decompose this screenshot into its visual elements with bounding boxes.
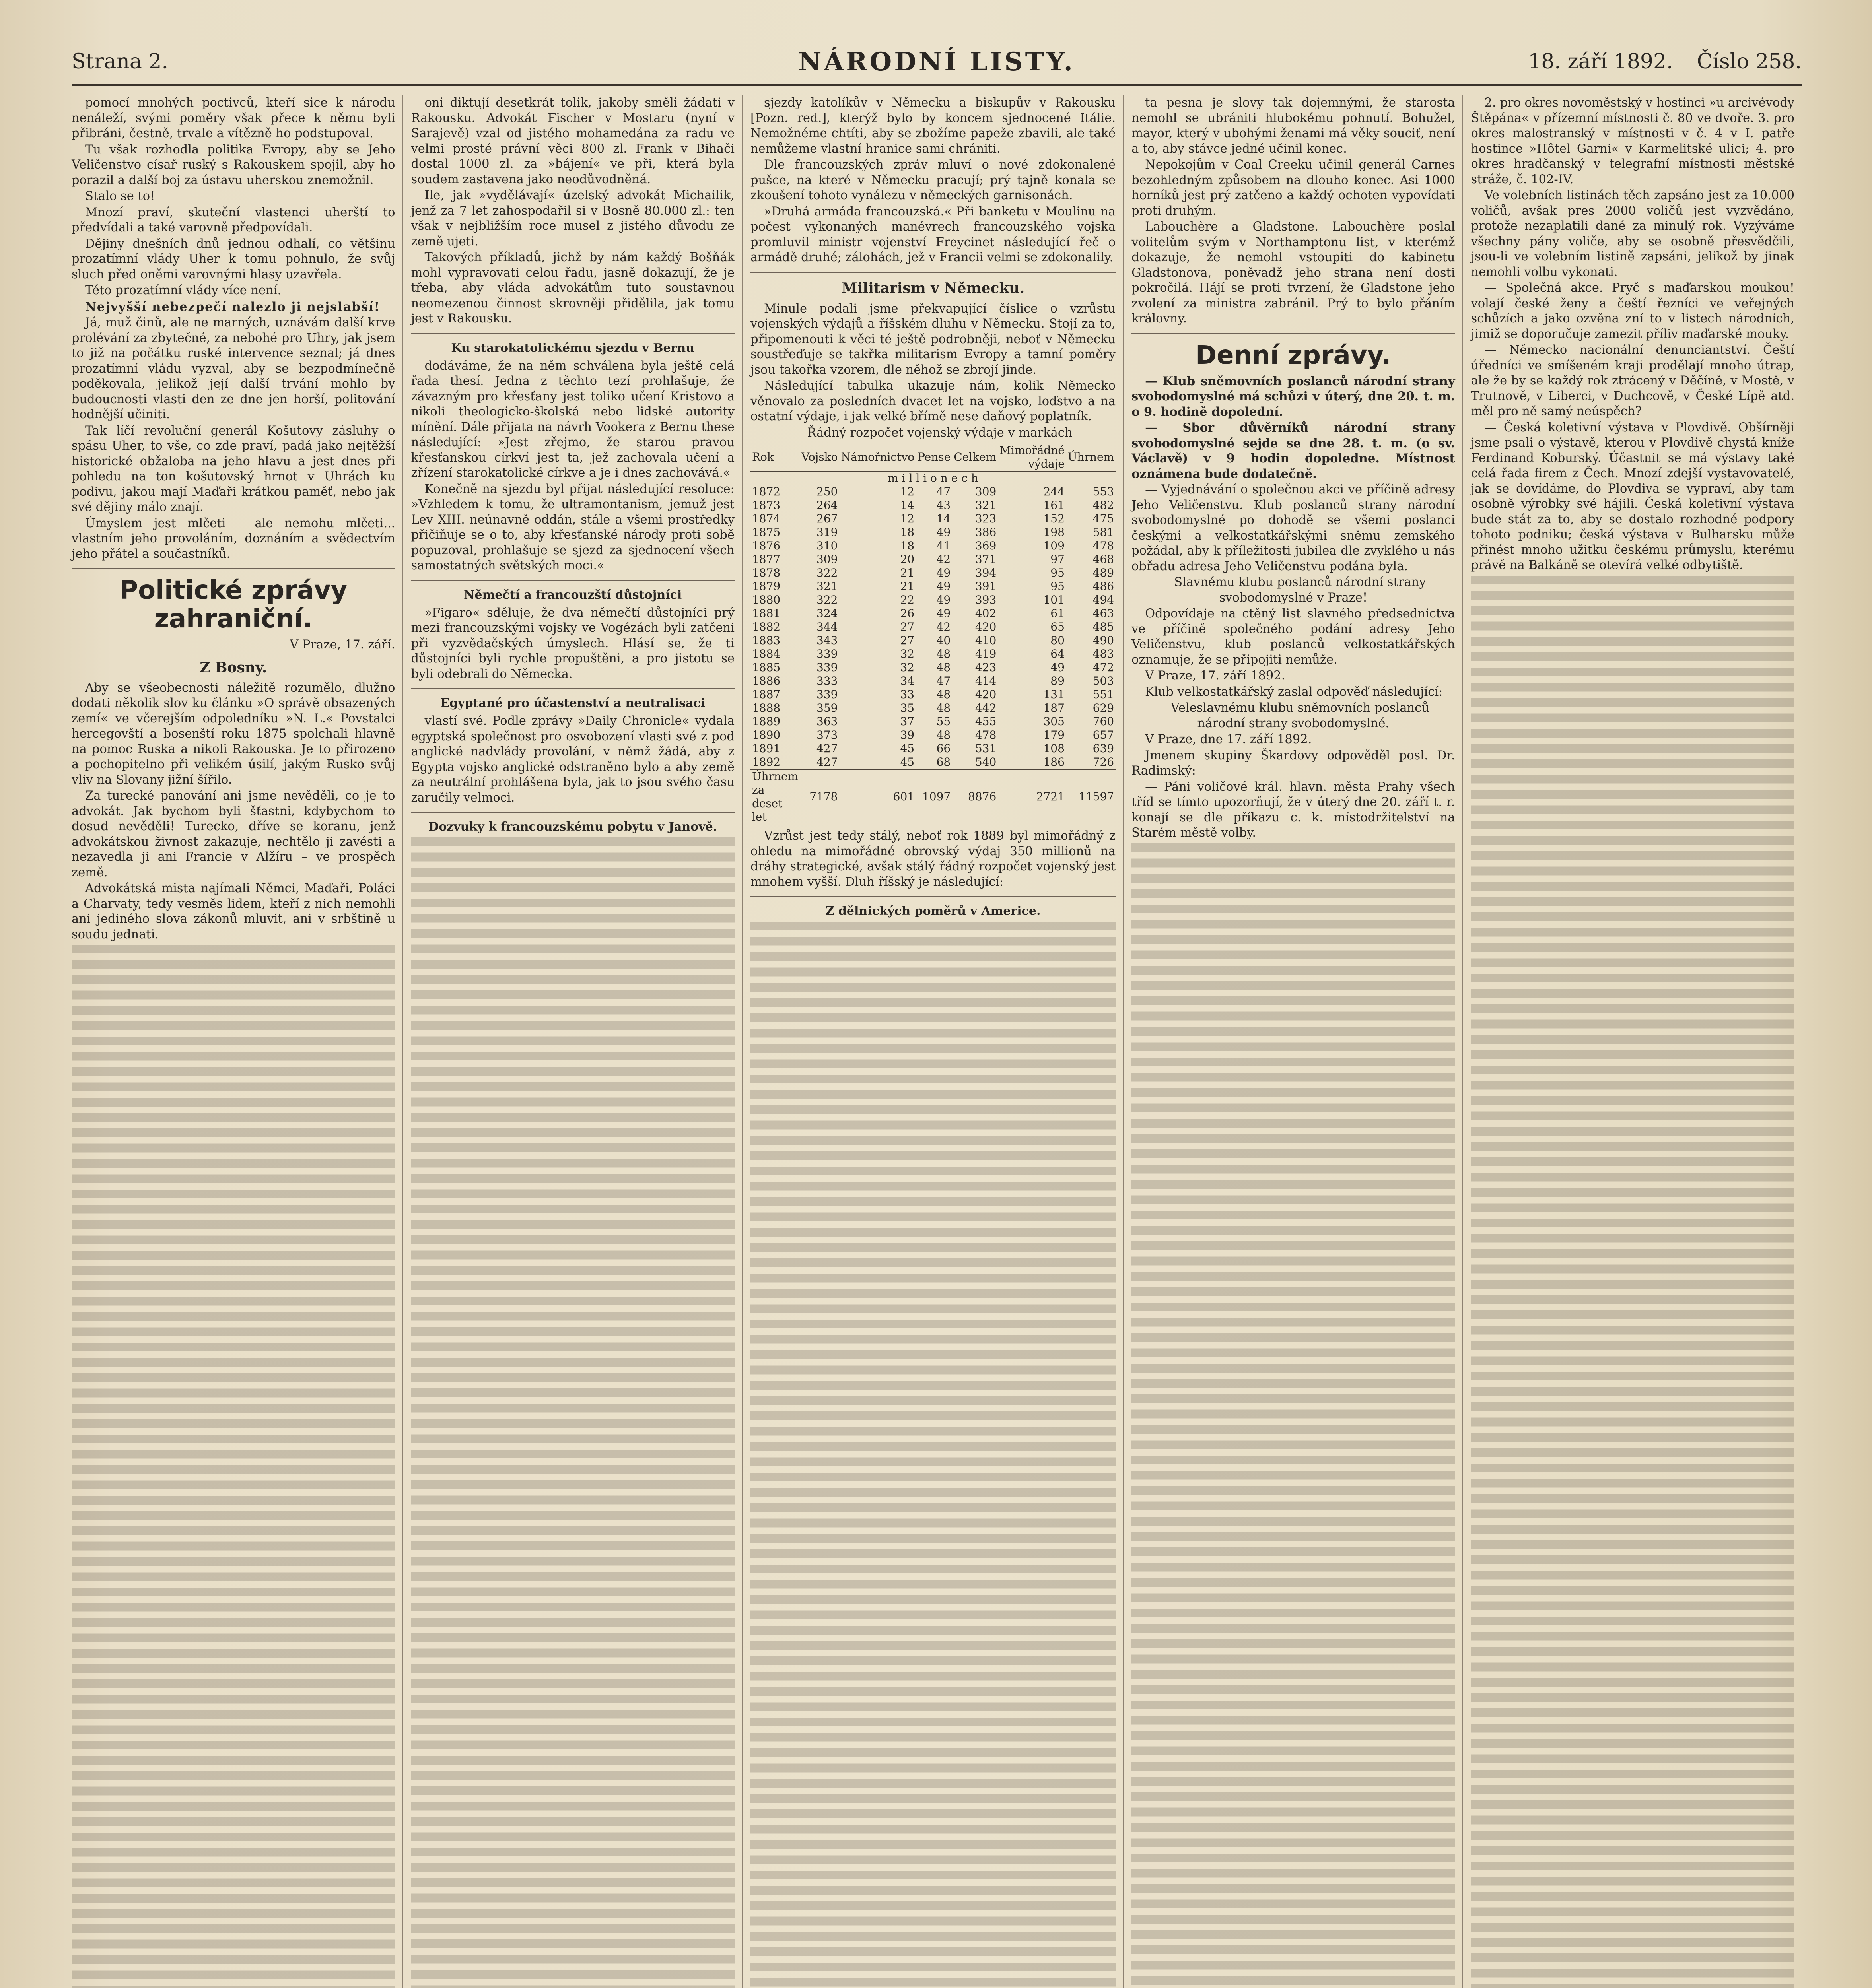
table-cell: 478 — [1092, 539, 1114, 552]
table-cell: 427 — [816, 742, 838, 755]
text-lines — [1471, 576, 1794, 1988]
page-label: Strana 2. — [72, 50, 169, 74]
table-cell: 324 — [816, 607, 838, 620]
table-cell: 490 — [1092, 634, 1114, 647]
paragraph: Nepokojům v Coal Creeku učinil generál Carnes bezohledným způsobem na dlouho konec. Asi 1000 horníků jest prý zatčeno a každý ochoten vypovídati proti druhým. — [1131, 158, 1455, 218]
paragraph: vlastí své. Podle zprávy »Daily Chronicle« vydala egyptská společnost pro osvobození vlasti své z pod anglické nadvlády provolání, v němž žádá, aby z Egypta vojsko anglické odstraněno bylo a aby země za neutrální prohlášena byla, jak to jsou svého času zaručily velmoci. — [411, 714, 735, 805]
table-row — [750, 620, 1116, 634]
table-cell: 55 — [936, 715, 951, 728]
paragraph: dodáváme, že na něm schválena byla ještě celá řada thesí. Jedna z těchto tezí prohlašuje, že závazným pro křesťany jest toliko učení Kristovo a nikoli theologicko-školská nebo lidské autority mínění. Dále přijata na návrh Vookera z Bernu these následující: »Jest zřejmo, že starou pravou křesťanskou církví jest ta, jež zachovala učení a zřízení starokatolické církve a je i dnes zachovává.« — [411, 359, 735, 480]
paragraph: »Druhá armáda francouzská.« Při banketu v Moulinu na počest vykonaných manévrech francouzského vojska promluvil ministr vojenství Freycinet následující řeč o armádě druhé; zálohách, jež v Francii velmi se zdokonalily. — [750, 204, 1116, 264]
table-cell: 47 — [936, 674, 951, 687]
table-cell: 21 — [900, 580, 915, 593]
table-cell: 489 — [1092, 566, 1114, 579]
table-cell: 40 — [936, 634, 951, 647]
table-cell: 18 — [900, 539, 915, 552]
table-cell: 1888 — [752, 701, 781, 714]
table-cell: 48 — [936, 688, 951, 701]
divider — [411, 580, 734, 581]
paragraph: Za turecké panování ani jsme nevěděli, co je to advokát. Jak bychom byli šťastni, kdybychom to dosud nevěděli! Turecko, dříve se koranu, jenž advokátskou živnost zakazuje, nechtělo ji zavésti a nezavedla ji ani Francie v Alžíru – ve prospěch země. — [72, 789, 395, 879]
table-cell: 394 — [975, 566, 997, 579]
table-cell: 486 — [1092, 580, 1114, 593]
table-cell: 45 — [900, 742, 915, 755]
table-cell: 369 — [975, 539, 997, 552]
table-cell: 1890 — [752, 728, 781, 742]
table-cell: 39 — [900, 728, 915, 742]
table-cell: 61 — [1050, 607, 1065, 620]
paragraph: — Společná akce. Pryč s maďarskou moukou! volají české ženy a čeští řezníci ve veřejných schůzích a jako ozvěna zní to v listech národních, jimiž se doporučuje zamezit příliv maďarské mouky. — [1471, 281, 1795, 341]
table-cell: 475 — [1092, 512, 1114, 525]
table-cell: 339 — [816, 647, 838, 660]
section-heading-politicke: Politické zprávy zahraniční. — [119, 576, 348, 634]
paragraph: Tak líčí revoluční generál Košutovy zásluhy o spásu Uher, to vše, co zde praví, padá jako nejtěžší historické obžaloba na jeho hlavu a jest dnes při pohledu na ton košutovský hrnot v Uhrách ku podivu, jakou mají Maďaři krátkou paměť, nebo jak své dějiny málo znají. — [72, 423, 395, 514]
paragraph: pomocí mnohých poctivců, kteří sice k národu nenáleží, svými poměry však přece k němu byli přibráni, čestně, trvale a vítězně ho podstupoval. — [72, 96, 395, 140]
table-cell: 420 — [975, 688, 997, 701]
table-cell: 344 — [816, 620, 838, 633]
table-cell: 89 — [1050, 674, 1065, 687]
table-title: Řádný rozpočet vojenský výdaje v markách — [807, 425, 1073, 440]
table-row — [750, 742, 1116, 755]
paragraph: Labouchère a Gladstone. Labouchère poslal volitelům svým v Northamptonu list, v kterémž dokazuje, že nemohl vstoupiti do kabinetu Gladstonova, poněvadž jeho strana není dosti pokročilá. Hájí se proti tvrzení, že Gladstone jeho zvolení za ministra zabránil. Prý to bylo přáním královny. — [1131, 220, 1455, 326]
table-cell: 1097 — [922, 790, 951, 803]
table-cell: 49 — [936, 580, 951, 593]
table-cell: 472 — [1092, 661, 1114, 674]
table-cell: 43 — [936, 499, 951, 512]
table-cell: 393 — [975, 593, 997, 606]
table-cell: 35 — [900, 701, 915, 714]
table-cell: 468 — [1092, 553, 1114, 566]
table-cell: 1876 — [752, 539, 781, 552]
divider — [72, 568, 395, 569]
paragraph: Slavnému klubu poslanců národní strany svobodomyslné v Praze! — [1174, 575, 1426, 605]
paragraph: Nejvyšší nebezpečí nalezlo ji nejslabší! — [85, 299, 381, 314]
section-heading-janov: Dozvuky k francouzskému pobytu v Janově. — [428, 820, 717, 834]
table-row — [750, 701, 1116, 715]
paragraph: »Figaro« sděluje, že dva němečtí důstojníci prý mezi francouzskými vojsky ve Vogézách byli zatčeni při vyzvědačských úmyslech. Hlásí se, že ti důstojníci byli rychle propuštěni, a pro jistotu se byli odebrali do Německa. — [411, 606, 735, 681]
table-cell: 41 — [936, 539, 951, 552]
table-row — [750, 526, 1116, 539]
paragraph: Stalo se to! — [85, 189, 155, 203]
column-4 — [1131, 95, 1463, 1988]
paragraph: — Německo nacionální denunciantství. Čeští úředníci ve smíšeném kraji prodělají mnoho útrap, ale že by se každý rok ztrácený v Děčíně, v Mostě, v Trutnově, v Liberci, v Duchcově, v České Lípě atd. měl pro ně samý neúspěch? — [1471, 343, 1795, 418]
table-row — [750, 607, 1116, 620]
paragraph: ta pesna je slovy tak dojemnými, že starosta nemohl se ubrániti hlubokému pohnutí. Bohužel, mayor, který v ubohými ženami má věky souciť, není a to, aby stávce jedné učinil konec. — [1131, 96, 1455, 156]
table-row — [750, 647, 1116, 661]
paragraph: — Klub sněmovních poslanců národní strany svobodomyslné má schůzi v úterý, dne 20. t. m. o 9. hodině dopolední. — [1131, 374, 1455, 419]
table-cell: 49 — [1050, 661, 1065, 674]
paragraph: Aby se všeobecnosti náležitě rozumělo, dlužno dodati několik slov ku článku »O správě obsazených zemí« ve včerejším odpoledníku »N. L.« Povstalci hercegovští a bosenští roku 1875 spolchali hlavně na pomoc Ruska a nikoli Rakouska. Je to přirozeno a pochopitelno při velikém úsilí, jakým Rusko svůj vliv na Slovany jižní šířilo. — [72, 681, 395, 787]
table-cell: 49 — [936, 566, 951, 579]
table-header-cell: Mimořádné výdaje — [998, 444, 1066, 471]
masthead-rule — [72, 84, 1802, 86]
section-heading-militarism: Militarism v Německu. — [841, 280, 1025, 297]
table-cell: 48 — [936, 661, 951, 674]
table-cell: 1881 — [752, 607, 781, 620]
table-row — [750, 728, 1116, 742]
table-cell: 531 — [975, 742, 997, 755]
table-cell: 14 — [900, 499, 915, 512]
table-cell: 95 — [1050, 580, 1065, 593]
table-header-cell: Vojsko — [800, 444, 839, 471]
table-cell: 48 — [936, 647, 951, 660]
text-lines — [750, 922, 1116, 1988]
table-header-cell: Rok — [750, 444, 800, 471]
table-header-cell: Námořnictvo — [840, 444, 916, 471]
paragraph: V Praze, dne 17. září 1892. — [1145, 732, 1312, 746]
table-cell: 339 — [816, 688, 838, 701]
paragraph: 2. pro okres novoměstský v hostinci »u arcivévody Štěpána« v přízemní místnosti č. 80 ve dvoře. 3. pro okres malostranský v místnosti v č. 4 v I. patře hostince »Hôtel Garni« v Karmelitské ulici; 4. pro okres hradčanský v telegrafní místnosti městské stráže, č. 102-IV. — [1471, 96, 1795, 186]
table-cell: 8876 — [968, 790, 997, 803]
table-cell: 427 — [816, 755, 838, 769]
table-cell: 322 — [816, 566, 838, 579]
divider — [1131, 333, 1455, 334]
table-cell: 333 — [816, 674, 838, 687]
table-cell: 37 — [900, 715, 915, 728]
table-cell: 179 — [1043, 728, 1065, 742]
paragraph: — Sbor důvěrníků národní strany svobodomyslné sejde se dne 28. t. m. (o sv. Václavě) v 9 hodin dopoledne. Místnost oznámena bude dodatečně. — [1131, 421, 1455, 481]
table-row — [750, 688, 1116, 701]
table-cell: 553 — [1092, 485, 1114, 498]
table-cell: 42 — [936, 553, 951, 566]
table-cell: 494 — [1092, 593, 1114, 606]
table-row — [750, 755, 1116, 769]
table-cell: 1880 — [752, 593, 781, 606]
paragraph: oni diktují desetkrát tolik, jakoby směli žádati v Rakousku. Advokát Fischer v Mostaru (nyní v Sarajevě) vzal od jistého mohamedána za radu ve velmi prosté právní věci 800 zl. Frank v Bihači dostal 1000 zl. za »bájení« ve při, která byla soudem zastavena jako neodůvodněná. — [411, 96, 735, 186]
table-cell: 1875 — [752, 526, 781, 539]
paragraph: Tu však rozhodla politika Evropy, aby se Jeho Veličenstvo císař ruský s Rakouskem spojil, aby ho porazil a další boj za ústavu uherskou znemožnil. — [72, 142, 395, 187]
table-cell: 32 — [900, 647, 915, 660]
table-cell: 267 — [816, 512, 838, 525]
table-row — [750, 485, 1116, 499]
table-cell: 551 — [1092, 688, 1114, 701]
table-cell: 310 — [816, 539, 838, 552]
column-5 — [1471, 95, 1802, 1988]
text-lines — [72, 945, 395, 1988]
table-cell: 18 — [900, 526, 915, 539]
table-cell: 371 — [975, 553, 997, 566]
table-cell: 321 — [975, 499, 997, 512]
table-cell: 485 — [1092, 620, 1114, 633]
table-row — [750, 499, 1116, 512]
table-cell: 108 — [1043, 742, 1065, 755]
table-cell: 414 — [975, 674, 997, 687]
table-cell: 339 — [816, 661, 838, 674]
table-cell: 33 — [900, 688, 915, 701]
table-cell: 27 — [900, 620, 915, 633]
table-cell: 391 — [975, 580, 997, 593]
table-cell: 42 — [936, 620, 951, 633]
divider — [750, 272, 1116, 273]
table-cell: 1878 — [752, 566, 781, 579]
paragraph: Klub velkostatkářský zaslal odpověď následující: — [1145, 685, 1443, 699]
table-cell: 760 — [1092, 715, 1114, 728]
table-cell: 80 — [1050, 634, 1065, 647]
divider — [411, 812, 734, 813]
paragraph: Já, muž činů, ale ne marných, uznávám další krve prolévání za zbytečné, za nebohé pro Uhry, jak jsem to již na počátku ruské intervence seznal; já dnes prozatímní vládu vyzval, aby se bezpodmínečně poděkovala, jelikož její další trvání mohlo by budoucnosti vlasti den ze dne jen horší, politování hodnější učiniti. — [72, 316, 395, 421]
table-cell: 26 — [900, 607, 915, 620]
table-cell: 48 — [936, 701, 951, 714]
table-cell: 1873 — [752, 499, 781, 512]
table-cell: 1891 — [752, 742, 781, 755]
table-cell: 420 — [975, 620, 997, 633]
table-cell: 359 — [816, 701, 838, 714]
paragraph: Ve volebních listinách těch zapsáno jest za 10.000 voličů, avšak pres 2000 voličů jest vyzvědáno, protože nezaplatili dané za minulý rok. Vyzýváme všechny pány voliče, aby se osobně přesvědčili, jsou-li ve volebním listině zapsáni, jelikož by jinak nemohli volbu vykonati. — [1471, 188, 1795, 279]
table-header-cell: Úhrnem — [1066, 444, 1116, 471]
column-1 — [72, 95, 403, 1988]
table-cell: 198 — [1043, 526, 1065, 539]
table-cell: 12 — [900, 512, 915, 525]
text-lines — [1131, 843, 1455, 1988]
table-cell: 309 — [816, 553, 838, 566]
table-row — [750, 512, 1116, 526]
table-header-cell: Celkem — [952, 444, 998, 471]
table-cell: 66 — [936, 742, 951, 755]
paragraph: — Česká koletivní výstava v Plovdivě. Obšírněji jsme psali o výstavě, kterou v Plovdivě chystá kníže Ferdinand Koburský. Účastnit se má výstavy také celá řada firem z Čech. Mnozí zdejší vystavovatelé, jak se dovídáme, do Plovdiva se vypraví, aby tam osobně výrobky své hájili. Česká koletivní výstava bude stát za to, aby se dostalo rozhodné podpory tohoto podniku; česká výstava v Bulharsku může přinést mnoho užitku českému průmyslu, kterému právě na Balkáně se otevírá velké odbytiště. — [1471, 420, 1795, 572]
table-cell: 319 — [816, 526, 838, 539]
table-cell: 109 — [1043, 539, 1065, 552]
table-cell: 503 — [1092, 674, 1114, 687]
table-cell: 657 — [1092, 728, 1114, 742]
table-cell: 12 — [900, 485, 915, 498]
table-cell: 20 — [900, 553, 915, 566]
paragraph: Vzrůst jest tedy stálý, neboť rok 1889 byl mimořádný z ohledu na mimořádné obrovský výdaj 350 millionů na dráhy strategické, avšak stálý řádný rozpočet vojenský jest mnohem vyšší. Dluh říšský je následující: — [750, 829, 1116, 889]
section-heading-kongres: Ku starokatolickému sjezdu v Bernu — [451, 341, 694, 355]
column-3 — [750, 95, 1124, 1988]
table-row — [750, 553, 1116, 566]
table-cell: 49 — [936, 526, 951, 539]
table-cell: 2721 — [1036, 790, 1065, 803]
table-cell: 65 — [1050, 620, 1065, 633]
table-cell: 323 — [975, 512, 997, 525]
table-row — [750, 715, 1116, 728]
table-cell: 34 — [900, 674, 915, 687]
divider — [411, 688, 734, 689]
paragraph: Ile, jak »vydělávají« úzelský advokát Michailik, jenž za 7 let zahospodařil si v Bosně 80.000 zl.: ten však v nejbližším roce musel z jistého důvodu ze země ujeti. — [411, 188, 735, 248]
table-cell: 49 — [936, 593, 951, 606]
table-cell: 48 — [936, 728, 951, 742]
table-cell: 343 — [816, 634, 838, 647]
table-cell: 1885 — [752, 661, 781, 674]
section-heading-denni: Denní zprávy. — [1196, 340, 1391, 370]
table-cell: 14 — [936, 512, 951, 525]
table-cell: 1874 — [752, 512, 781, 525]
table-cell: 540 — [975, 755, 997, 769]
issue-number: Číslo 258. — [1697, 50, 1802, 74]
table-cell: 309 — [975, 485, 997, 498]
table-row — [750, 539, 1116, 553]
table-row — [750, 580, 1116, 593]
table-cell: 639 — [1092, 742, 1114, 755]
table-cell: 1882 — [752, 620, 781, 633]
table-row — [750, 566, 1116, 580]
table-cell: 423 — [975, 661, 997, 674]
issue-date: 18. září 1892. — [1528, 50, 1673, 74]
table-cell: 161 — [1043, 499, 1065, 512]
table-cell: 152 — [1043, 512, 1065, 525]
paragraph: Minule podali jsme překvapující číslice o vzrůstu vojenských výdajů a říšském dluhu v Německu. Stojí za to, připomenouti k věci té ještě podrobněji, neboť v Německu soustřeďuje se takřka militarism Evropy a tamní poměry jsou takořka vzorem, dle něhož se zbrojí jinde. — [750, 301, 1116, 377]
table-cell: 32 — [900, 661, 915, 674]
table-cell: 483 — [1092, 647, 1114, 660]
paragraph: Konečně na sjezdu byl přijat následující resoluce: »Vzhledem k tomu, že ultramontanism, jemuž jest Lev XIII. neúnavně oddán, stále a všemi prostředky přičiňuje se o to, aby křesťanské národy proti sobě popuzoval, prohlašuje se sjezd za sjednocení všech samostatných světských moci.« — [411, 482, 735, 573]
table-cell: 27 — [900, 634, 915, 647]
paragraph: Advokátská mista najímali Němci, Maďaři, Poláci a Charvaty, tedy vesměs lidem, kteří z nich nemohli ani jediného slova zákonů mluvit, ani v srbštině u soudu jednati. — [72, 881, 395, 942]
table-cell: 22 — [900, 593, 915, 606]
table-cell: 11597 — [1079, 790, 1114, 803]
table-cell: 419 — [975, 647, 997, 660]
table-cell: 1886 — [752, 674, 781, 687]
table-cell: 410 — [975, 634, 997, 647]
table-cell: 442 — [975, 701, 997, 714]
table-cell: 186 — [1043, 755, 1065, 769]
table-cell: 363 — [816, 715, 838, 728]
table-cell: 1879 — [752, 580, 781, 593]
table-cell: 482 — [1092, 499, 1114, 512]
paragraph: Následující tabulka ukazuje nám, kolik Německo věnovalo za posledních dvacet let na vojsko, loďstvo a na ostatní výdaje, i jak velké břímě nese daňový poplatník. — [750, 379, 1116, 423]
paragraph: Úmyslem jest mlčeti – ale nemohu mlčeti... vlastním jeho provoláním, doznáním a svědectvím jeho přátel a součastníků. — [72, 516, 395, 561]
table-cell: 250 — [816, 485, 838, 498]
paragraph: Jmenem skupiny Škardovy odpověděl posl. Dr. Radimský: — [1131, 748, 1455, 778]
table-cell: 131 — [1043, 688, 1065, 701]
paragraph: Dle francouzských zpráv mluví o nové zdokonalené pušce, na které v Německu pracují; prý tajně konala se zkoušení tohoto vynálezu v německých garnisonách. — [750, 158, 1116, 202]
table-header-cell: Pense — [916, 444, 952, 471]
masthead-meta — [1444, 50, 1802, 74]
divider — [411, 333, 734, 334]
table-cell: 68 — [936, 755, 951, 769]
table-cell: 629 — [1092, 701, 1114, 714]
table-row — [750, 674, 1116, 688]
military-budget-table — [750, 444, 1116, 824]
table-cell: 101 — [1043, 593, 1065, 606]
table-cell: 1889 — [752, 715, 781, 728]
paragraph: Veleslavnému klubu sněmovních poslanců národní strany svobodomyslné. — [1170, 701, 1429, 730]
table-cell: 244 — [1043, 485, 1065, 498]
table-cell: 321 — [816, 580, 838, 593]
table-cell: 64 — [1050, 647, 1065, 660]
table-cell: 1884 — [752, 647, 781, 660]
paragraph: Odpovídaje na ctěný list slavného předsednictva ve příčině společného podání adresy Jeho Veličenstvu, klub poslanců velkostatkářských oznamuje, že se připojiti nemůže. — [1131, 607, 1455, 667]
table-cell: 45 — [900, 755, 915, 769]
table-cell: 21 — [900, 566, 915, 579]
table-cell: 373 — [816, 728, 838, 742]
text-lines — [411, 837, 734, 1988]
table-cell: 402 — [975, 607, 997, 620]
paragraph: — Vyjednávání o společnou akci ve příčině adresy Jeho Veličenstvu. Klub poslanců strany národní svobodomyslné po dohodě se všemi poslanci českými a velkostatkářskými sněmu zemského požádal, aby k příležitosti jubilea dle zvyklého u nás obřadu adresa Jeho Veličenstvu podána byla. — [1131, 483, 1455, 573]
table-cell: 601 — [893, 790, 915, 803]
table-cell: 455 — [975, 715, 997, 728]
divider — [750, 896, 1116, 897]
paragraph: Mnozí praví, skuteční vlastenci uherští to předvídali a také varovně předpovídali. — [72, 205, 395, 235]
subheading-bosna: Z Bosny. — [200, 659, 267, 676]
paragraph: V Praze, 17. září 1892. — [1145, 669, 1285, 683]
masthead — [72, 44, 1802, 80]
table-cell: 1883 — [752, 634, 781, 647]
table-cell: 322 — [816, 593, 838, 606]
table-cell: 95 — [1050, 566, 1065, 579]
section-heading-amerika: Z dělnických poměrů v Americe. — [825, 904, 1041, 918]
dateline: V Praze, 17. září. — [290, 638, 395, 652]
paragraph: Dějiny dnešních dnů jednou odhalí, co většinu prozatímní vlády Uher k tomu pohnulo, že svůj sluch před oněmi varovnými hlasy uzavřela. — [72, 237, 395, 282]
table-cell: 7178 — [809, 790, 838, 803]
columns — [72, 95, 1802, 1988]
table-cell: 581 — [1092, 526, 1114, 539]
table-cell: Úhrnem za deset let — [752, 770, 799, 823]
table-row — [750, 593, 1116, 607]
table-cell: 1877 — [752, 553, 781, 566]
table-cell: 463 — [1092, 607, 1114, 620]
section-heading-francie: Němečtí a francouzští důstojníci — [464, 588, 682, 602]
column-2 — [411, 95, 742, 1988]
table-cell: 305 — [1043, 715, 1065, 728]
table-cell: 187 — [1043, 701, 1065, 714]
table-row — [750, 634, 1116, 647]
table-cell: 386 — [975, 526, 997, 539]
paragraph: sjezdy katolíkův v Německu a biskupův v Rakousku [Pozn. red.], kterýž bylo by koncem sjednocené Itálie. Nemožnéme chtíti, aby se zbožíme papeže zbavili, ale také nemůžeme vlastní hranice sami chrániti. — [750, 96, 1116, 156]
table-cell: 49 — [936, 607, 951, 620]
paragraph: Této prozatímní vlády více není. — [85, 283, 282, 297]
table-cell: 1892 — [752, 755, 781, 769]
newspaper-title: NÁRODNÍ LISTY. — [798, 47, 1075, 77]
table-unit: m i l l i o n e c h — [888, 472, 978, 485]
table-cell: 97 — [1050, 553, 1065, 566]
section-heading-egypt: Egyptané pro účastenství a neutralisaci — [440, 696, 706, 710]
table-row — [750, 661, 1116, 674]
paragraph: — Páni voličové král. hlavn. města Prahy všech tříd se tímto upozorňují, že v úterý dne 20. září t. r. konají se dle příkazu c. k. místodržitelství na Starém městě volby. — [1131, 780, 1455, 840]
table-cell: 1887 — [752, 688, 781, 701]
paragraph: Takových příkladů, jichž by nám každý Bošňák mohl vypravovati celou řadu, jasně dokazují, že je třeba, aby vláda advokátům tuto soustavnou neomezenou činnost skrovněji přidělila, jak tomu jest v Rakousku. — [411, 250, 735, 326]
table-cell: 47 — [936, 485, 951, 498]
table-cell: 1872 — [752, 485, 781, 498]
table-cell: 478 — [975, 728, 997, 742]
table-cell: 726 — [1092, 755, 1114, 769]
table-total-row — [750, 769, 1116, 824]
table-cell: 264 — [816, 499, 838, 512]
